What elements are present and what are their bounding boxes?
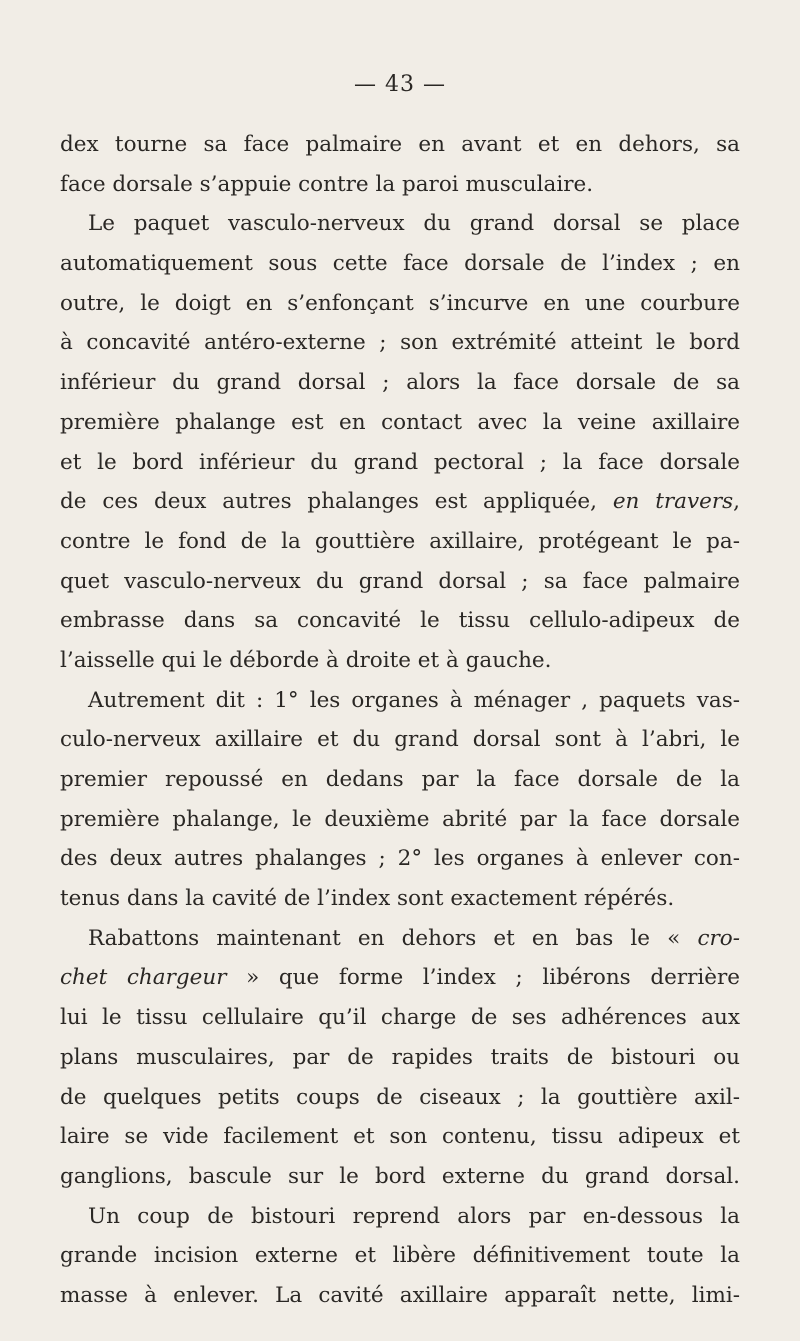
text-line: laire se vide facilement et son contenu, tissu adipeux et bbox=[60, 1124, 740, 1150]
text-line: face dorsale s’appuie contre la paroi musculaire. bbox=[60, 171, 594, 197]
text-line: Le paquet vasculo-nerveux du grand dorsal se place bbox=[88, 211, 740, 237]
text-line: des deux autres phalanges ; 2° les organes à enlever con- bbox=[60, 846, 740, 872]
page-number: — 43 — bbox=[354, 72, 446, 97]
text-line: lui le tissu cellulaire qu’il charge de ses adhérences aux bbox=[60, 1005, 740, 1031]
text-line: plans musculaires, par de rapides traits de bistouri ou bbox=[60, 1044, 740, 1070]
text-line: première phalange est en contact avec la veine axillaire bbox=[60, 409, 740, 435]
text-line: inférieur du grand dorsal ; alors la face dorsale de sa bbox=[60, 370, 740, 396]
body-text bbox=[60, 125, 740, 1316]
text-line bbox=[60, 482, 740, 522]
text-line: outre, le doigt en s’enfonçant s’incurve en une courbure bbox=[60, 290, 740, 316]
italic-phrase: cro- bbox=[697, 925, 740, 951]
text-line: automatiquement sous cette face dorsale de l’index ; en bbox=[60, 251, 740, 277]
text-line: Un coup de bistouri reprend alors par en-dessous la bbox=[88, 1203, 740, 1229]
text-line: et le bord inférieur du grand pectoral ; la face dorsale bbox=[60, 449, 740, 475]
text-line: contre le fond de la gouttière axillaire, protégeant le pa- bbox=[60, 528, 740, 554]
text-segment: » que forme l’index ; libérons derrière bbox=[226, 965, 740, 991]
text-segment: Rabattons maintenant en dehors et en bas le « bbox=[88, 925, 698, 951]
text-line: grande incision externe et libère définitivement toute la bbox=[60, 1243, 740, 1269]
text-line: à concavité antéro-externe ; son extrémité atteint le bord bbox=[60, 330, 740, 356]
text-line: tenus dans la cavité de l’index sont exactement répérés. bbox=[60, 886, 675, 912]
text-line: de quelques petits coups de ciseaux ; la gouttière axil- bbox=[60, 1084, 740, 1110]
text-segment: de ces deux autres phalanges est appliquée, bbox=[60, 489, 613, 515]
text-line: culo-nerveux axillaire et du grand dorsal sont à l’abri, le bbox=[60, 727, 740, 753]
text-line: Autrement dit : 1° les organes à ménager , paquets vas- bbox=[88, 687, 740, 713]
text-line: première phalange, le deuxième abrité par la face dorsale bbox=[60, 806, 740, 832]
text-line: dex tourne sa face palmaire en avant et en dehors, sa bbox=[60, 132, 740, 157]
text-line: l’aisselle qui le déborde à droite et à gauche. bbox=[60, 647, 552, 673]
text-line: ganglions, bascule sur le bord externe du grand dorsal. bbox=[60, 1163, 740, 1189]
italic-phrase: chet chargeur bbox=[60, 965, 227, 991]
text-line: premier repoussé en dedans par la face dorsale de la bbox=[60, 767, 740, 792]
text-line bbox=[60, 958, 740, 998]
text-line: masse à enlever. La cavité axillaire apparaît nette, limi- bbox=[60, 1282, 740, 1308]
text-line bbox=[60, 919, 740, 959]
italic-phrase: en travers bbox=[612, 489, 734, 515]
text-segment: , bbox=[733, 489, 740, 515]
text-line: quet vasculo-nerveux du grand dorsal ; sa face palmaire bbox=[60, 568, 740, 594]
text-line: embrasse dans sa concavité le tissu cellulo-adipeux de bbox=[60, 608, 740, 634]
